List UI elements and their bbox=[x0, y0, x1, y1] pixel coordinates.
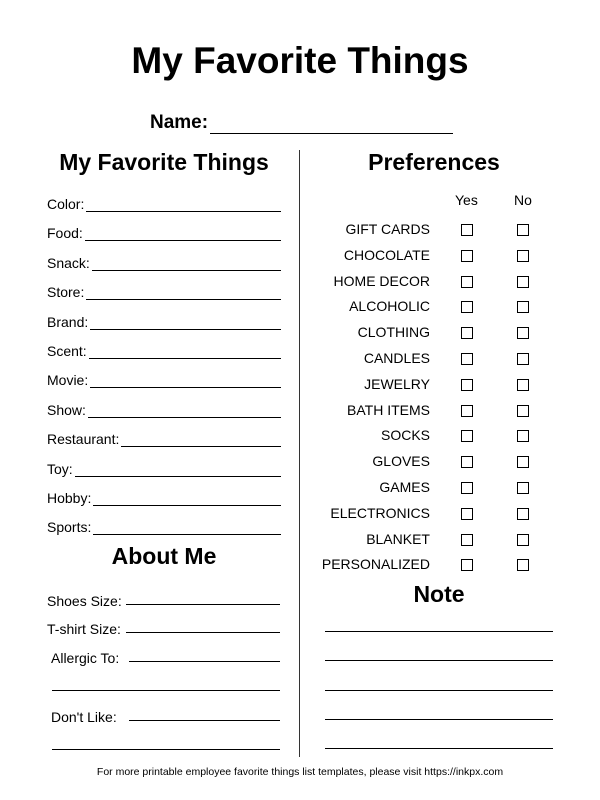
note-line[interactable] bbox=[325, 660, 553, 661]
favorite-field-input[interactable] bbox=[85, 224, 281, 241]
column-divider bbox=[299, 150, 300, 757]
preference-no-checkbox[interactable] bbox=[517, 405, 529, 417]
preference-no-checkbox[interactable] bbox=[517, 456, 529, 468]
preference-no-checkbox[interactable] bbox=[517, 276, 529, 288]
shoes-size-field[interactable] bbox=[126, 604, 280, 605]
favorite-field-label: Color: bbox=[47, 196, 85, 212]
favorite-field-row bbox=[47, 515, 281, 535]
favorite-field-row bbox=[47, 457, 281, 477]
preference-no-checkbox[interactable] bbox=[517, 301, 529, 313]
favorite-field-input[interactable] bbox=[90, 313, 281, 330]
favorite-field-label: Toy: bbox=[47, 460, 73, 477]
favorite-field-input[interactable] bbox=[92, 254, 281, 271]
name-field[interactable] bbox=[210, 113, 453, 134]
favorite-field-row bbox=[47, 398, 281, 418]
preference-yes-checkbox[interactable] bbox=[461, 379, 473, 391]
allergic-extra-line[interactable] bbox=[52, 690, 280, 691]
preference-no-checkbox[interactable] bbox=[517, 508, 529, 520]
favorite-field-row bbox=[47, 427, 281, 447]
favorites-heading: My Favorite Things bbox=[59, 149, 269, 175]
preference-no-checkbox[interactable] bbox=[517, 353, 529, 365]
footer-note: For more printable employee favorite things list templates, please visit https://inkpx.com bbox=[96, 766, 504, 778]
preference-yes-checkbox[interactable] bbox=[461, 508, 473, 520]
preference-no-checkbox[interactable] bbox=[517, 430, 529, 442]
about-heading: About Me bbox=[111, 543, 217, 569]
dislike-extra-line[interactable] bbox=[52, 749, 280, 750]
favorite-field-label: Sports: bbox=[47, 519, 92, 536]
preference-yes-checkbox[interactable] bbox=[461, 559, 473, 571]
preference-yes-checkbox[interactable] bbox=[461, 327, 473, 339]
tshirt-size-label: T-shirt Size: bbox=[47, 621, 121, 637]
dislike-field[interactable] bbox=[129, 720, 280, 721]
preference-label: GLOVES bbox=[372, 453, 430, 470]
preference-yes-checkbox[interactable] bbox=[461, 301, 473, 313]
favorite-field-label: Snack: bbox=[47, 254, 90, 271]
dislike-label: Don't Like: bbox=[51, 709, 117, 725]
name-row bbox=[150, 112, 453, 134]
allergic-field[interactable] bbox=[129, 661, 280, 662]
preferences-heading: Preferences bbox=[368, 149, 500, 175]
favorite-field-label: Hobby: bbox=[47, 490, 92, 506]
favorite-field-row bbox=[47, 486, 281, 506]
favorite-field-input[interactable] bbox=[93, 518, 281, 535]
note-line[interactable] bbox=[325, 631, 553, 632]
preference-yes-checkbox[interactable] bbox=[461, 276, 473, 288]
yes-column-header: Yes bbox=[455, 192, 478, 208]
preference-yes-checkbox[interactable] bbox=[461, 482, 473, 494]
preference-no-checkbox[interactable] bbox=[517, 379, 529, 391]
preference-yes-checkbox[interactable] bbox=[461, 534, 473, 546]
preference-label: CHOCOLATE bbox=[343, 246, 430, 263]
favorite-field-input[interactable] bbox=[90, 371, 281, 388]
preference-label: CANDLES bbox=[363, 350, 430, 366]
preference-label: ALCOHOLIC bbox=[349, 298, 430, 315]
favorite-field-input[interactable] bbox=[86, 195, 281, 212]
favorite-field-label: Movie: bbox=[47, 372, 89, 389]
favorite-field-input[interactable] bbox=[88, 401, 281, 418]
preference-yes-checkbox[interactable] bbox=[461, 224, 473, 236]
preference-yes-checkbox[interactable] bbox=[461, 353, 473, 365]
favorite-field-row bbox=[47, 280, 281, 300]
favorite-field-input[interactable] bbox=[89, 342, 281, 359]
favorite-field-label: Restaurant: bbox=[47, 431, 120, 448]
favorite-field-input[interactable] bbox=[75, 460, 281, 477]
preference-no-checkbox[interactable] bbox=[517, 482, 529, 494]
no-column-header: No bbox=[514, 192, 532, 208]
note-heading: Note bbox=[413, 581, 465, 607]
favorite-field-label: Store: bbox=[47, 284, 85, 301]
preference-no-checkbox[interactable] bbox=[517, 559, 529, 571]
preference-no-checkbox[interactable] bbox=[517, 250, 529, 262]
preference-yes-checkbox[interactable] bbox=[461, 250, 473, 262]
tshirt-size-field[interactable] bbox=[126, 632, 280, 633]
favorite-field-row bbox=[47, 251, 281, 271]
name-label: Name: bbox=[150, 112, 209, 133]
preference-label: HOME DECOR bbox=[333, 272, 430, 289]
preference-yes-checkbox[interactable] bbox=[461, 456, 473, 468]
favorite-field-row bbox=[47, 310, 281, 330]
favorite-field-input[interactable] bbox=[86, 283, 281, 300]
preference-label: ELECTRONICS bbox=[330, 504, 430, 521]
shoes-size-label: Shoes Size: bbox=[47, 593, 122, 609]
preference-no-checkbox[interactable] bbox=[517, 534, 529, 546]
favorite-field-row bbox=[47, 368, 281, 388]
favorite-field-input[interactable] bbox=[93, 489, 281, 506]
favorite-field-input[interactable] bbox=[121, 430, 281, 447]
favorite-field-row bbox=[47, 339, 281, 359]
preference-label: PERSONALIZED bbox=[321, 556, 430, 573]
preference-label: CLOTHING bbox=[357, 324, 430, 341]
page-title: My Favorite Things bbox=[131, 40, 469, 81]
preference-no-checkbox[interactable] bbox=[517, 224, 529, 236]
note-line[interactable] bbox=[325, 690, 553, 691]
preference-label: BATH ITEMS bbox=[347, 401, 430, 418]
note-line[interactable] bbox=[325, 719, 553, 720]
preference-no-checkbox[interactable] bbox=[517, 327, 529, 339]
preference-label: GIFT CARDS bbox=[345, 221, 430, 237]
favorite-field-label: Scent: bbox=[47, 343, 87, 359]
note-line[interactable] bbox=[325, 748, 553, 749]
favorite-field-row bbox=[47, 192, 281, 212]
preference-label: BLANKET bbox=[366, 530, 430, 547]
favorite-field-row bbox=[47, 221, 281, 241]
favorite-field-label: Show: bbox=[47, 401, 86, 418]
preference-label: SOCKS bbox=[380, 427, 430, 444]
preference-label: JEWELRY bbox=[364, 375, 430, 392]
favorite-field-label: Brand: bbox=[47, 313, 89, 330]
favorite-field-label: Food: bbox=[47, 225, 83, 242]
preference-yes-checkbox[interactable] bbox=[461, 430, 473, 442]
preference-yes-checkbox[interactable] bbox=[461, 405, 473, 417]
allergic-label: Allergic To: bbox=[51, 650, 120, 666]
preference-label: GAMES bbox=[379, 479, 430, 495]
